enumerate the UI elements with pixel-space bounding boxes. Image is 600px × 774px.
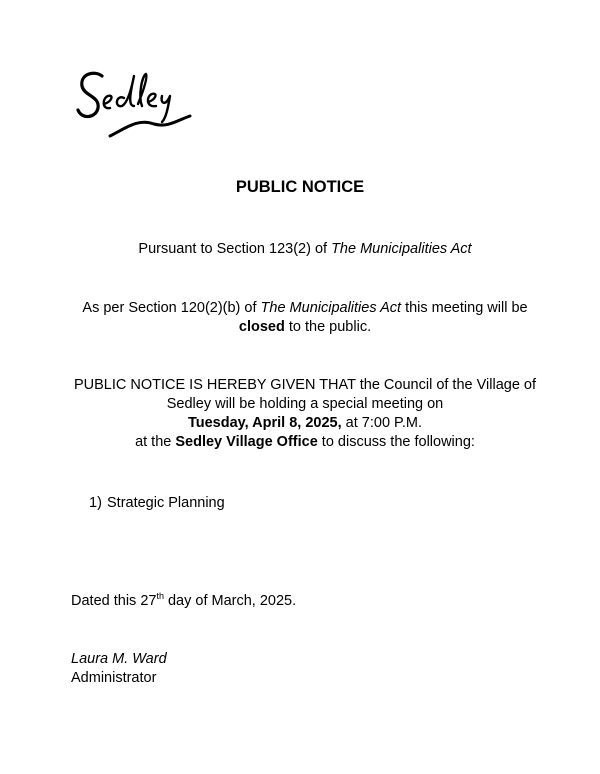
agenda-item-text: Strategic Planning <box>107 495 225 511</box>
sedley-logo <box>72 66 200 144</box>
notice-title: PUBLIC NOTICE <box>235 178 365 196</box>
signature-block <box>71 650 167 688</box>
meeting-date: Tuesday, April 8, 2025, <box>187 415 342 431</box>
list-item <box>89 494 225 513</box>
sedley-script-logo-icon <box>72 66 200 144</box>
dated-superscript: th <box>156 591 164 601</box>
agenda-list <box>89 494 225 513</box>
pursuant-act-name: The Municipalities Act <box>331 241 472 257</box>
meeting-notice-paragraph <box>40 376 570 452</box>
pursuant-prefix: Pursuant to Section 123(2) of <box>138 241 332 257</box>
closed-middle: this meeting will be <box>401 300 528 316</box>
notice-line-1: PUBLIC NOTICE IS HEREBY GIVEN THAT the Council of the Village of <box>73 377 537 393</box>
meeting-time: at 7:00 P.M. <box>341 415 422 431</box>
closed-word: closed <box>238 319 285 335</box>
closed-suffix: to the public. <box>284 319 372 335</box>
at-the-text: at the <box>135 434 176 450</box>
signatory-name: Laura M. Ward <box>71 651 167 667</box>
agenda-item-number: 1) <box>89 495 102 511</box>
discuss-text: to discuss the following: <box>317 434 475 450</box>
meeting-location: Sedley Village Office <box>175 434 318 450</box>
signatory-role: Administrator <box>71 670 157 686</box>
pursuant-paragraph <box>40 240 570 259</box>
closed-prefix: As per Section 120(2)(b) of <box>82 300 261 316</box>
closed-act-name: The Municipalities Act <box>260 300 402 316</box>
closed-meeting-paragraph <box>40 299 570 337</box>
dated-prefix: Dated this 27 <box>71 593 157 609</box>
dated-line <box>71 592 296 611</box>
notice-line-2: Sedley will be holding a special meeting on <box>166 396 444 412</box>
dated-suffix: day of March, 2025. <box>163 593 297 609</box>
